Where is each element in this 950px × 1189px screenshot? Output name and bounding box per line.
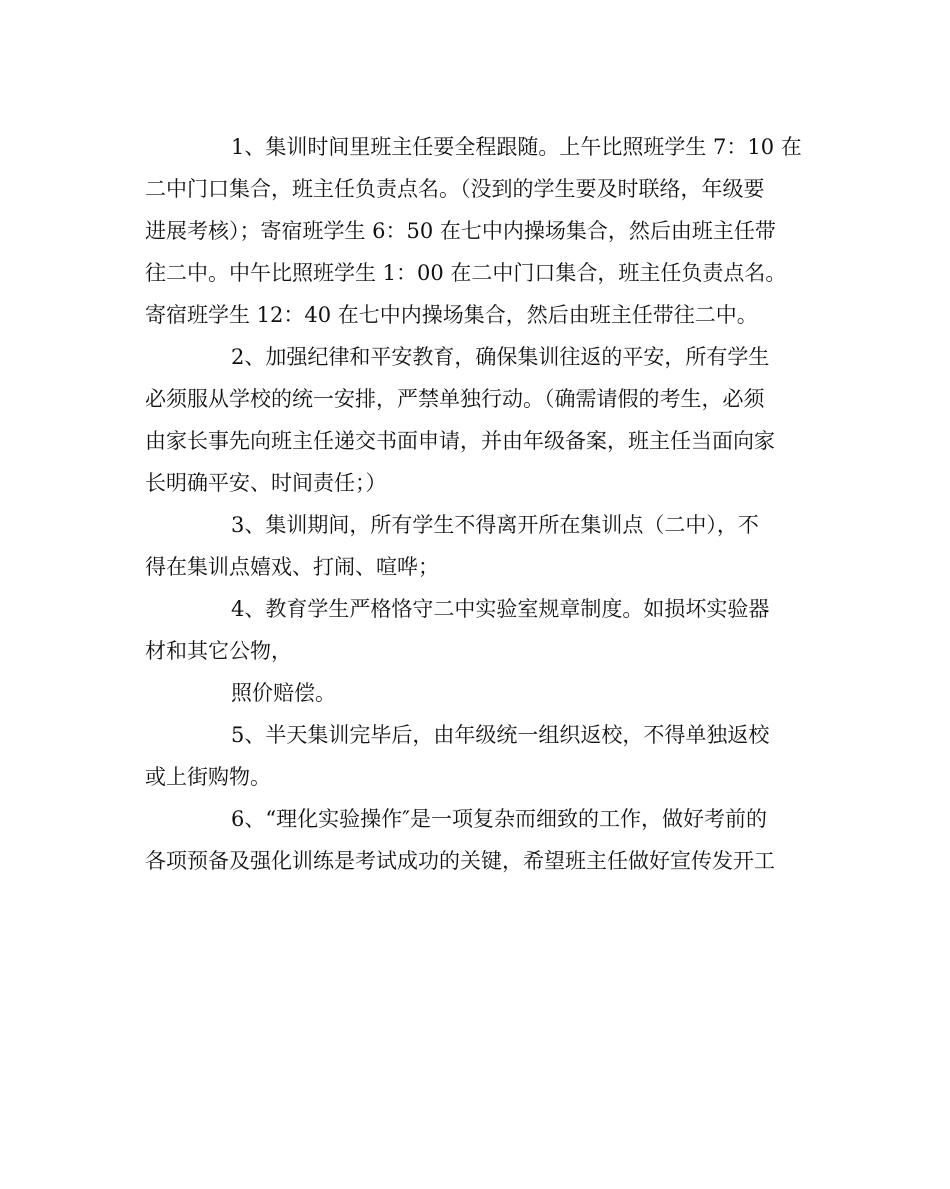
paragraph-5 xyxy=(145,714,810,798)
paragraph-line: 4、教育学生严格恪守二中实验室规章制度。如损坏实验器 xyxy=(231,597,770,621)
document-body xyxy=(145,126,810,882)
paragraph-line: 或上街购物。 xyxy=(145,765,271,789)
paragraph-4 xyxy=(145,588,810,672)
paragraph-line: 3、集训期间，所有学生不得离开所在集训点（二中），不 xyxy=(231,513,759,537)
paragraph-line: 各项预备及强化训练是考试成功的关键，希望班主任做好宣传发开工 xyxy=(145,849,775,873)
paragraph-line: 6、“理化实验操作″是一项复杂而细致的工作，做好考前的 xyxy=(231,807,767,831)
paragraph-line: 照价赔偿。 xyxy=(231,681,336,705)
paragraph-1 xyxy=(145,126,810,336)
paragraph-line: 二中门口集合，班主任负责点名。（没到的学生要及时联络，年级要 xyxy=(145,177,765,201)
paragraph-4-continued xyxy=(145,672,810,714)
paragraph-line: 进展考核）；寄宿班学生 6：50 在七中内操场集合，然后由班主任带 xyxy=(145,219,776,243)
paragraph-line: 1、集训时间里班主任要全程跟随。上午比照班学生 7：10 在 xyxy=(231,135,802,159)
paragraph-line: 往二中。中午比照班学生 1：00 在二中门口集合，班主任负责点名。 xyxy=(145,261,787,285)
paragraph-line: 材和其它公物， xyxy=(145,639,292,663)
paragraph-line: 得在集训点嬉戏、打闹、喧哗； xyxy=(145,555,439,579)
paragraph-line: 5、半天集训完毕后，由年级统一组织返校，不得单独返校 xyxy=(231,723,770,747)
paragraph-line: 必须服从学校的统一安排，严禁单独行动。（确需请假的考生，必须 xyxy=(145,387,765,411)
paragraph-line: 2、加强纪律和平安教育，确保集训往返的平安，所有学生 xyxy=(231,345,770,369)
paragraph-6 xyxy=(145,798,810,882)
paragraph-line: 由家长事先向班主任递交书面申请，并由年级备案，班主任当面向家 xyxy=(145,429,775,453)
paragraph-line: 长明确平安、时间责任；） xyxy=(145,471,387,495)
paragraph-2 xyxy=(145,336,810,504)
paragraph-3 xyxy=(145,504,810,588)
paragraph-line: 寄宿班学生 12：40 在七中内操场集合，然后由班主任带往二中。 xyxy=(145,303,758,327)
